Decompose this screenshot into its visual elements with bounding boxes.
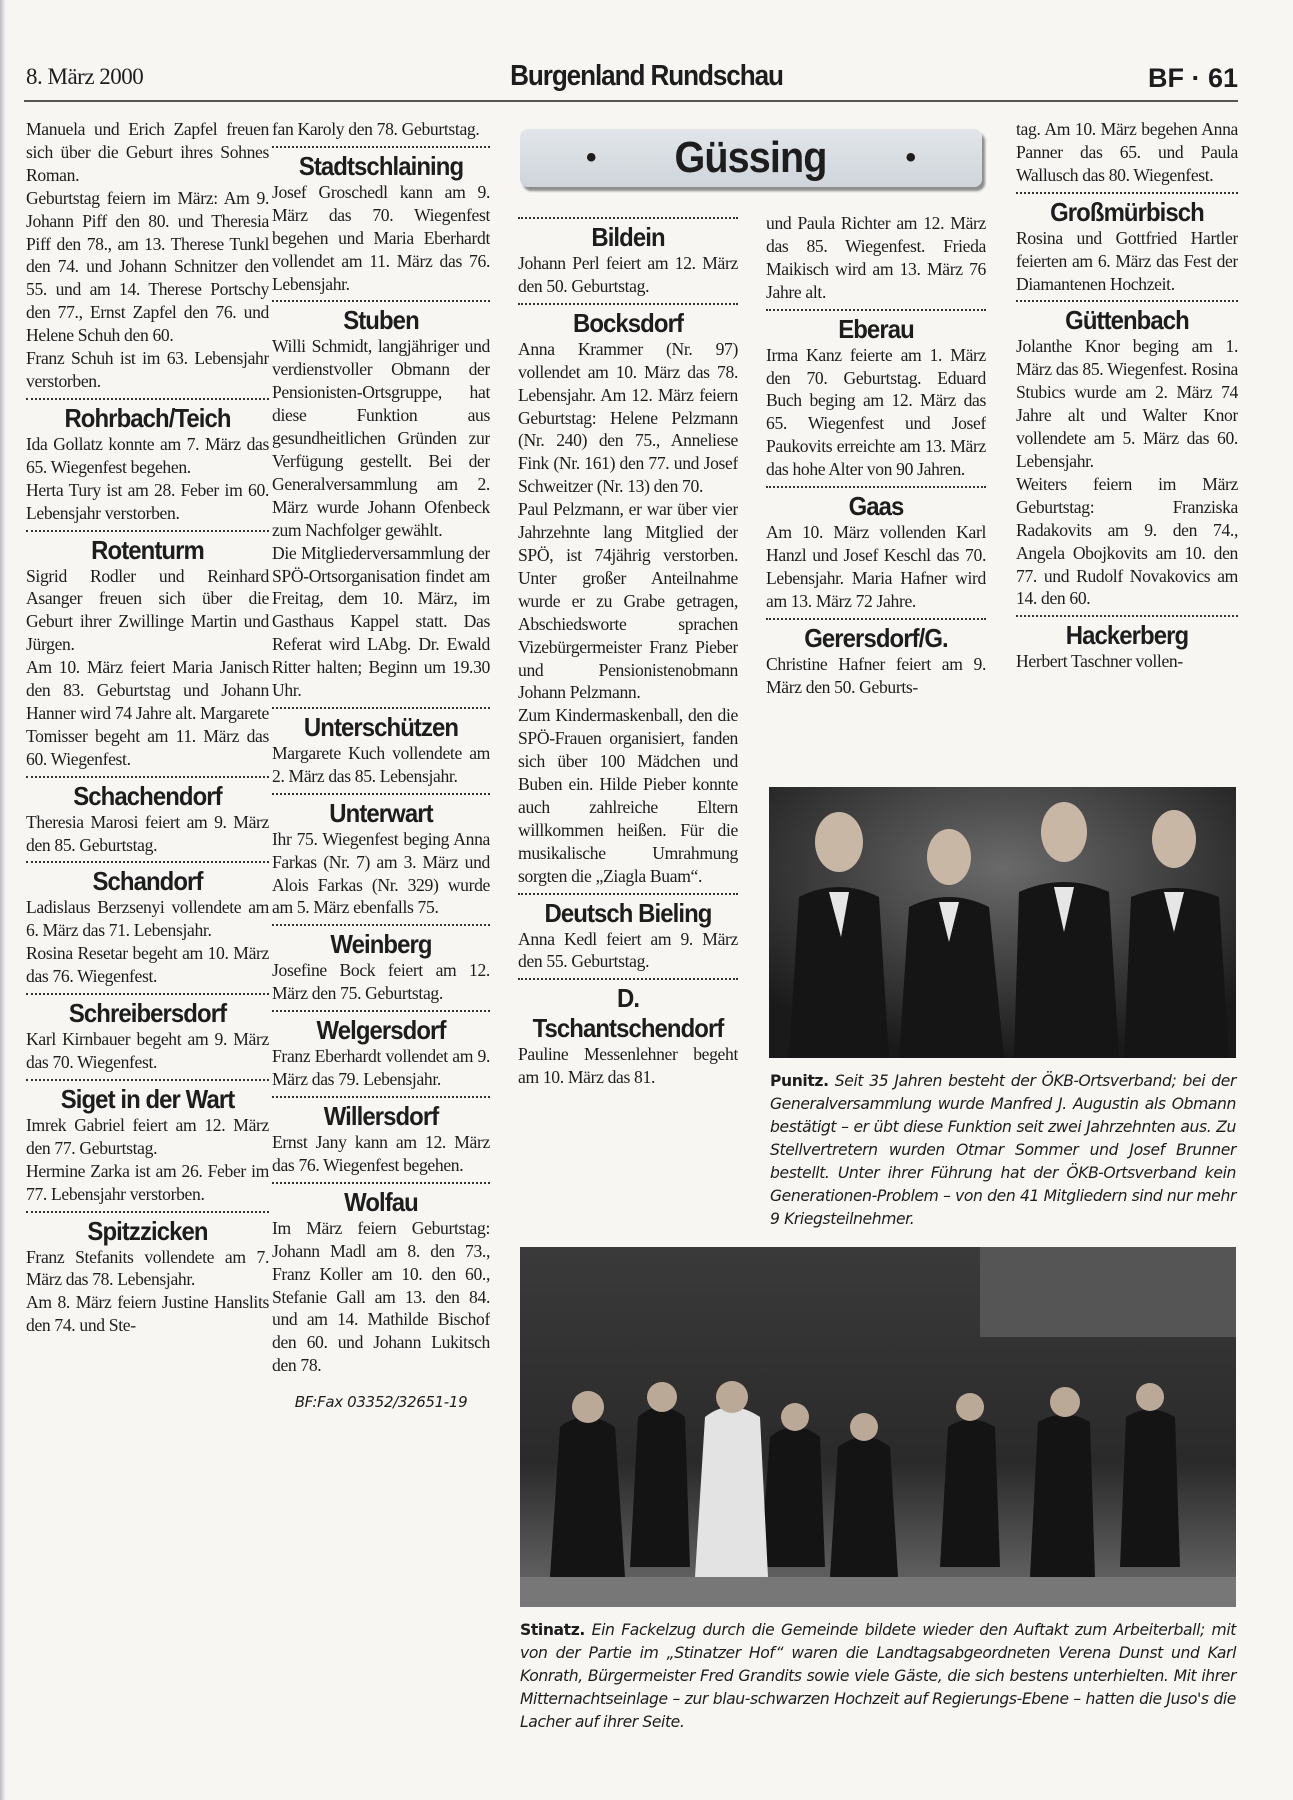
article-paragraph: Geburtstag feiern im März: Am 9. Johann Piff den 80. und Theresia Piff den 78., am 13. Therese Tunkl den 74. und Johann Schnitzer den 55. und am 14. Therese Portschy den 77., Ernst Zapfel den 76. und Helene Schuh den 60.	[26, 187, 269, 346]
article-paragraph: Josefine Bock feiert am 12. März den 75. Geburtstag.	[272, 960, 490, 1004]
article-paragraph: Manuela und Erich Zapfel freuen sich über die Geburt ihres Sohnes Roman.	[26, 119, 269, 185]
dotted-separator	[26, 776, 269, 778]
article-paragraph: Hermine Zarka ist am 26. Feber im 77. Lebensjahr verstorben.	[26, 1160, 269, 1204]
article-paragraph: und Paula Richter am 12. März das 85. Wiegenfest. Frieda Maikisch wird am 13. März 76 Jahre alt.	[766, 213, 986, 302]
column-3	[518, 212, 738, 1232]
article-paragraph: Ihr 75. Wiegenfest beging Anna Farkas (Nr. 7) am 3. März und Alois Farkas (Nr. 329) wurde am 5. März ebenfalls 75.	[272, 828, 490, 918]
caption-text: Ein Fackelzug durch die Gemeinde bildete wieder den Auftakt zum Arbeiterball; mit von der Partie im „Stinatzer Hof“ waren die Landtagsabgeordneten Verena Dunst und Karl Konrath, Bürgermeister Fred Grandits sowie viele Gäste, die sich bestens unterhielten. Mit ihrer Mitternachtseinlage – zur blau-schwarzen Hochzeit auf Regierungs-Ebene – hatten die Juso's die Lacher auf ihrer Seite.	[520, 1621, 1236, 1731]
article-paragraph: Franz Schuh ist im 63. Lebensjahr verstorben.	[26, 348, 269, 391]
photo-stinatz-image	[520, 1247, 1236, 1607]
caption-place: Punitz.	[770, 1072, 829, 1090]
photo-punitz-image	[769, 787, 1236, 1058]
place-heading: Hackerberg	[1065, 620, 1189, 651]
dotted-separator	[272, 300, 490, 302]
place-heading: Deutsch Bieling	[544, 897, 712, 928]
place-heading: Bildein	[591, 222, 665, 252]
article-paragraph: Die Mitgliederversammlung der SPÖ-Ortsorganisation findet am Freitag, dem 10. März, im Gasthaus Kappel statt. Das Referat wird LAbg. Dr. Ewald Ritter halten; Beginn um 19.30 Uhr.	[272, 542, 490, 701]
article-paragraph: fan Karoly den 78. Geburtstag.	[272, 119, 480, 139]
caption-punitz	[770, 1070, 1236, 1231]
page-edge	[0, 0, 5, 1800]
dotted-separator	[272, 707, 490, 709]
dotted-separator	[518, 303, 738, 305]
dotted-separator	[766, 309, 986, 311]
article-paragraph: Karl Kirnbauer begeht am 9. März das 70. Wiegenfest.	[26, 1029, 269, 1072]
article-paragraph: Herta Tury ist am 28. Feber im 60. Lebensjahr verstorben.	[26, 479, 269, 523]
article-paragraph: Zum Kindermaskenball, den die SPÖ-Frauen organisiert, fanden sich über 100 Mädchen und Buben ein. Hilde Pieber konnte auch zahlreiche Eltern willkommen heißen. Für die musikalische Umrahmung sorgten die „Ziagla Buam“.	[518, 705, 738, 886]
dotted-separator	[272, 924, 490, 926]
article-paragraph: Rosina Resetar begeht am 10. März das 76. Wiegenfest.	[26, 943, 269, 987]
article-paragraph: Willi Schmidt, langjähriger und verdienstvoller Obmann der Pensionisten-Ortsgruppe, hat diese Funktion aus gesundheitlichen Gründen zur Verfügung gestellt. Bei der Generalversammlung am 2. März wurde Johann Ofenbeck zum Nachfolger gewählt.	[272, 336, 490, 540]
place-heading: Weinberg	[330, 929, 432, 960]
bullet-right: •	[905, 141, 917, 174]
column-2	[272, 118, 490, 1758]
caption-place: Stinatz.	[520, 1621, 585, 1639]
column-1	[26, 118, 269, 1738]
column-4	[766, 212, 986, 780]
article-paragraph: Am 8. März feiern Justine Hanslits den 74. und Ste-	[26, 1292, 269, 1336]
place-heading: Spitzzicken	[87, 1215, 208, 1246]
article-paragraph: Pauline Messenlehner begeht am 10. März das 81.	[518, 1044, 738, 1088]
newspaper-title: Burgenland Rundschau	[510, 60, 783, 92]
place-heading: Schreibersdorf	[68, 998, 227, 1029]
photo-stinatz	[520, 1247, 1236, 1607]
page-number: BF · 61	[1147, 63, 1238, 93]
article-paragraph: Imrek Gabriel feiert am 12. März den 77. Geburtstag.	[26, 1114, 269, 1158]
dotted-separator	[518, 217, 738, 219]
article-paragraph: Theresia Marosi feiert am 9. März den 85. Geburtstag.	[26, 811, 269, 855]
bullet-left: •	[585, 141, 597, 174]
place-heading: Unterschützen	[303, 711, 459, 742]
dotted-separator	[26, 993, 269, 995]
article-paragraph: Christine Hafner feiert am 9. März den 50. Geburts-	[766, 653, 986, 697]
place-heading: Unterwart	[329, 797, 433, 828]
article-paragraph: Franz Eberhardt vollendet am 9. März das 79. Lebensjahr.	[272, 1046, 490, 1090]
article-paragraph: Margarete Kuch vollendete am 2. März das 85. Lebensjahr.	[272, 742, 490, 786]
dotted-separator	[26, 398, 269, 400]
place-heading: Welgersdorf	[316, 1015, 446, 1046]
place-heading: Güttenbach	[1065, 305, 1189, 336]
article-paragraph: Am 10. März vollenden Karl Hanzl und Josef Keschl das 70. Lebensjahr. Maria Hafner wird am 13. März 72 Jahre.	[766, 522, 986, 611]
dotted-separator	[272, 1010, 490, 1012]
article-paragraph: tag. Am 10. März begehen Anna Panner das 65. und Paula Wallusch das 80. Wiegenfest.	[1016, 119, 1238, 185]
place-heading: Schandorf	[92, 866, 203, 897]
dotted-separator	[766, 618, 986, 620]
article-paragraph: Ernst Jany kann am 12. März das 76. Wiegenfest begehen.	[272, 1132, 490, 1175]
caption-stinatz	[520, 1619, 1236, 1734]
fax-number: BF:Fax 03352/32651-19	[294, 1393, 468, 1412]
dotted-separator	[272, 146, 490, 148]
dotted-separator	[1016, 300, 1238, 302]
article-paragraph: Irma Kanz feierte am 1. März den 70. Geburtstag. Eduard Buch beging am 12. März das 65. Wiegenfest und Josef Paukovits erreichte am 13. März das hohe Alter von 90 Jahren.	[766, 344, 986, 480]
place-heading: Gerersdorf/G.	[804, 622, 948, 653]
dotted-separator	[26, 1211, 269, 1213]
issue-date: 8. März 2000	[26, 64, 144, 89]
article-paragraph: Weiters feiern im März Geburtstag: Franziska Radakovits am 9. den 74., Angela Obojkovits am 10. den 77. und Rudolf Novakovics am 14. den 60.	[1016, 473, 1238, 609]
place-heading: Schachendorf	[73, 780, 222, 811]
dotted-separator	[1016, 615, 1238, 617]
article-paragraph: Josef Groschedl kann am 9. März das 70. Wiegenfest begehen und Maria Eberhardt vollendet am 11. März das 76. Lebensjahr.	[272, 181, 490, 294]
section-banner	[520, 129, 982, 187]
article-paragraph: Anna Krammer (Nr. 97) vollendet am 10. März das 78. Lebensjahr. Am 12. März feiern Geburtstag: Helene Pelzmann (Nr. 240) den 75., Anneliese Fink (Nr. 161) den 77. und Josef Schweitzer (Nr. 13) den 70.	[518, 338, 738, 497]
article-paragraph: Franz Stefanits vollendete am 7. März das 78. Lebensjahr.	[26, 1246, 269, 1290]
dotted-separator	[518, 893, 738, 895]
place-heading: Rotenturm	[91, 534, 204, 565]
place-heading: Eberau	[838, 313, 914, 344]
dotted-separator	[518, 978, 738, 980]
header-rule	[24, 100, 1238, 102]
dotted-separator	[26, 861, 269, 863]
dotted-separator	[26, 1079, 269, 1081]
dotted-separator	[26, 530, 269, 532]
dotted-separator	[272, 1182, 490, 1184]
dotted-separator	[272, 793, 490, 795]
article-paragraph: Herbert Taschner vollen-	[1016, 651, 1183, 672]
place-heading: Bocksdorf	[572, 307, 683, 338]
article-paragraph: Ladislaus Berzsenyi vollendete am 6. März das 71. Lebensjahr.	[26, 897, 269, 941]
article-paragraph: Am 10. März feiert Maria Janisch den 83. Geburtstag und Johann Hanner wird 74 Jahre alt. Margarete Tomisser begeht am 11. März das 60. Wiegenfest.	[26, 657, 269, 769]
section-title: Güssing	[674, 133, 828, 182]
place-heading: Stuben	[343, 305, 419, 336]
place-heading: Wolfau	[344, 1186, 418, 1217]
place-heading: Großmürbisch	[1050, 196, 1204, 227]
column-5	[1016, 118, 1238, 780]
dotted-separator	[1016, 192, 1238, 194]
place-heading: Willersdorf	[323, 1101, 439, 1131]
article-paragraph: Rosina und Gottfried Hartler feierten am 6. März das Fest der Diamantenen Hochzeit.	[1016, 227, 1238, 294]
article-paragraph: Jolanthe Knor beging am 1. März das 85. Wiegenfest. Rosina Stubics wurde am 2. März 74 Jahre alt und Walter Knor vollendete am 5. März das 60. Lebensjahr.	[1016, 336, 1238, 471]
photo-punitz	[769, 787, 1236, 1058]
article-paragraph: Paul Pelzmann, er war über vier Jahrzehnte lang Mitglied der SPÖ, ist 74jährig verstorben. Unter großer Anteilnahme wurde er zu Grabe getragen, Abschiedsworte sprachen Vizebürgermeister Franz Pieber und Pensionistenobmann Johann Pelzmann.	[518, 499, 738, 703]
article-paragraph: Johann Perl feiert am 12. März den 50. Geburtstag.	[518, 253, 738, 296]
article-paragraph: Ida Gollatz konnte am 7. März das 65. Wiegenfest begehen.	[26, 433, 269, 477]
dotted-separator	[272, 1096, 490, 1098]
place-heading: D. Tschantschendorf	[532, 983, 724, 1044]
caption-text: Seit 35 Jahren besteht der ÖKB-Ortsverband; bei der Generalversammlung wurde Manfred J. Augustin als Obmann bestätigt – er übt diese Funktion seit zwei Jahrzehnten aus. Zu Stellvertretern wurden Otmar Sommer und Josef Brunner bestellt. Unter ihrer Führung hat der ÖKB-Ortsverband kein Generationen-Problem – von den 41 Mitgliedern sind nur mehr 9 Kriegsteilnehmer.	[770, 1072, 1236, 1228]
place-heading: Siget in der Wart	[60, 1083, 235, 1114]
article-paragraph: Sigrid Rodler und Reinhard Asanger freuen sich über die Geburt ihrer Zwillinge Martin und Jürgen.	[26, 565, 269, 655]
place-heading: Gaas	[848, 491, 904, 522]
dotted-separator	[766, 486, 986, 488]
place-heading: Rohrbach/Teich	[64, 402, 231, 433]
article-paragraph: Anna Kedl feiert am 9. März den 55. Geburtstag.	[518, 928, 738, 972]
article-paragraph: Im März feiern Geburtstag: Johann Madl am 8. den 73., Franz Koller am 10. den 60., Stefanie Gall am 13. den 84. und am 14. Mathilde Bischof den 60. und Johann Lukitsch den 78.	[272, 1217, 490, 1376]
place-heading: Stadtschlaining	[298, 150, 464, 181]
